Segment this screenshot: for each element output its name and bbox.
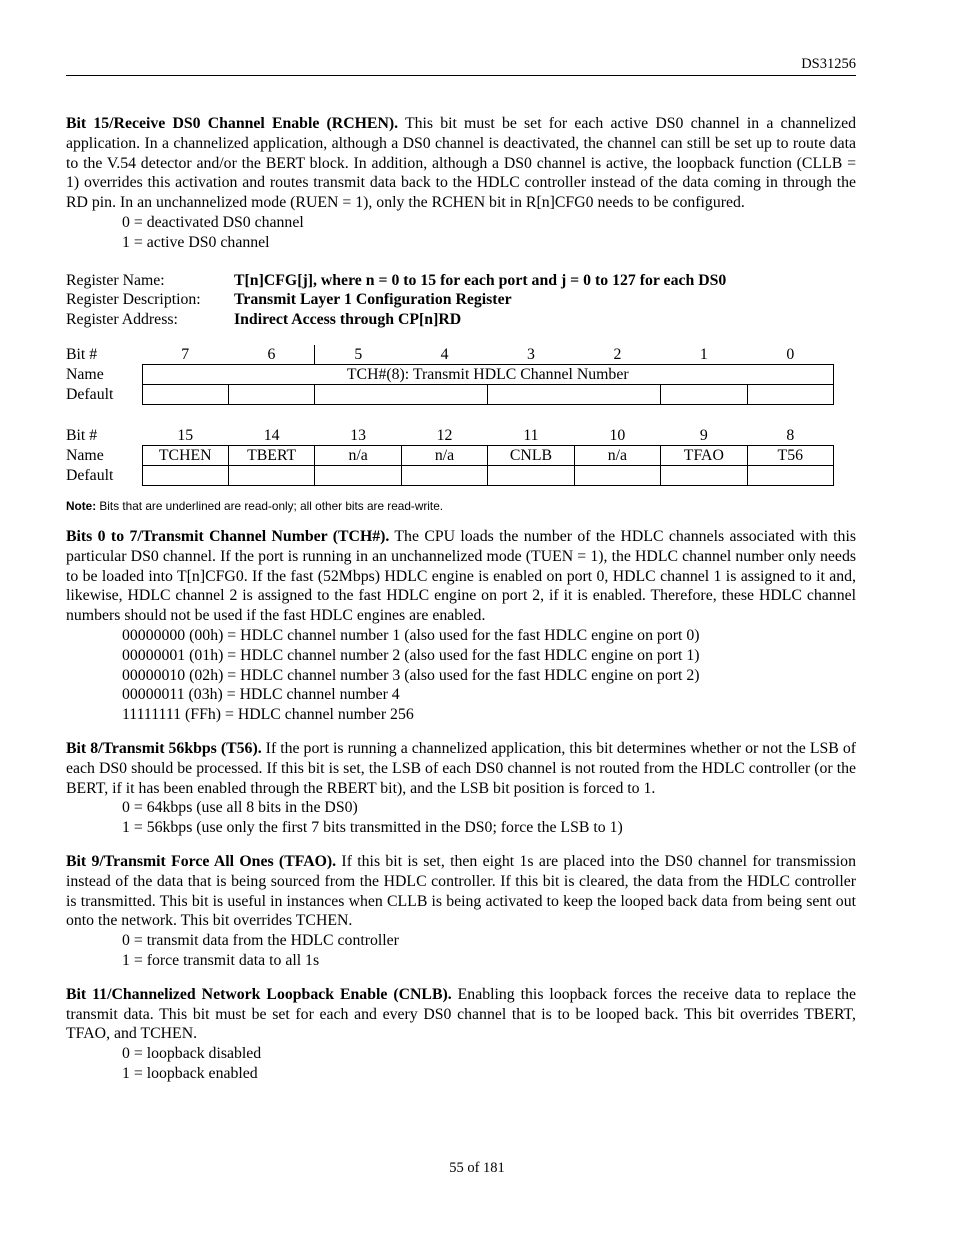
default-cell [661, 384, 747, 404]
bit-number: 1 [699, 345, 708, 363]
bit-name-na: n/a [315, 445, 401, 465]
table-note [66, 498, 856, 514]
register-desc-value: Transmit Layer 1 Configuration Register [234, 291, 512, 309]
option-line: 11111111 (FFh) = HDLC channel number 256 [122, 706, 414, 724]
default-cell [228, 384, 314, 404]
bit-number: 0 [786, 345, 795, 363]
default-cell [401, 465, 487, 485]
bit-number: 9 [699, 426, 708, 444]
bit-field-name: TCH#(8): Transmit HDLC Channel Number [142, 364, 834, 384]
option-line: 0 = transmit data from the HDLC controller [122, 932, 399, 950]
page-content [66, 114, 856, 1084]
bit-name-na: n/a [574, 445, 660, 465]
bit-label: Bit # [66, 346, 98, 364]
rchen-paragraph [66, 114, 856, 213]
default-cell [228, 465, 314, 485]
register-desc-label: Register Description: [66, 291, 201, 309]
bit-number: 13 [350, 426, 366, 444]
bit-name-tchen: TCHEN [142, 445, 228, 465]
bit-number: 14 [263, 426, 280, 444]
default-cell [142, 384, 228, 404]
bit-table-low [66, 345, 834, 405]
option-line: 0 = 64kbps (use all 8 bits in the DS0) [122, 799, 358, 817]
bit-number: 10 [609, 426, 626, 444]
t56-paragraph [66, 739, 856, 798]
option-line: 1 = force transmit data to all 1s [122, 951, 320, 969]
cnlb-body: Enabling this loopback forces the receive data to replace the transmit data. This bit must be set for each and every DS0 channel that is to be looped back. This bit overrides TBERT, TFAO, and TCHEN. [66, 985, 856, 1043]
note-label: Note: [66, 498, 97, 513]
option-line: 0 = loopback disabled [122, 1045, 262, 1063]
t56-options [122, 798, 856, 838]
register-name-value: T[n]CFG[j], where n = 0 to 15 for each port and j = 0 to 127 for each DS0 [234, 271, 727, 289]
bit-number: 11 [523, 426, 539, 444]
default-cell [488, 384, 661, 404]
default-cell [661, 465, 747, 485]
bit-name-na: n/a [401, 445, 487, 465]
tfao-body: If this bit is set, then eight 1s are placed into the DS0 channel for transmission instead of the data that is being sourced from the HDLC controller. If this bit is cleared, the data from the HDLC controller is transmitted. This bit is useful in instances when CLLB is being activated to keep the looped back data from being sent out onto the network. This bit overrides TCHEN. [66, 852, 856, 930]
default-cell [488, 465, 574, 485]
page-number: 55 of 181 [449, 1160, 505, 1176]
bit-number: 2 [613, 345, 622, 363]
t56-body: If the port is running a channelized application, this bit determines whether or not the LSB of each DS0 should be processed. If this bit is set, the LSB of each DS0 channel is not routed from the HDLC controller (or the BERT, if it has been enabled through the RBERT bit), and the LSB bit position is forced to 1. [66, 739, 856, 797]
default-cell [747, 465, 833, 485]
option-line: 0 = deactivated DS0 channel [122, 213, 304, 231]
register-addr-label: Register Address: [66, 311, 178, 329]
default-cell [142, 465, 228, 485]
bit-name-t56: T56 [747, 445, 833, 465]
tfao-paragraph [66, 852, 856, 931]
t56-title: Bit 8/Transmit 56kbps (T56). [66, 739, 262, 757]
bit-name-cnlb: CNLB [488, 445, 574, 465]
bit-name-tfao: TFAO [661, 445, 747, 465]
tch-paragraph [66, 527, 856, 626]
bit-name-tbert: TBERT [228, 445, 314, 465]
bit-number: 12 [436, 426, 453, 444]
bit-number: 5 [354, 345, 363, 363]
default-cell [315, 384, 488, 404]
note-text: Bits that are underlined are read-only; all other bits are read-write. [96, 498, 444, 513]
tfao-title: Bit 9/Transmit Force All Ones (TFAO). [66, 852, 337, 870]
option-line: 1 = loopback enabled [122, 1064, 258, 1082]
option-line: 00000001 (01h) = HDLC channel number 2 (also used for the fast HDLC engine on port 1) [122, 646, 700, 664]
rchen-title: Bit 15/Receive DS0 Channel Enable (RCHEN). [66, 115, 399, 132]
bit-number: 6 [228, 345, 314, 365]
rchen-body: This bit must be set for each active DS0 channel in a channelized application. In a channelized application, although a DS0 channel is deactivated, the channel can still be set up to route data to the V.54 detector and/or the BERT block. In addition, although a DS0 channel is active, the loopback function (CLLB = 1) overrides this activation and routes transmit data back to the HDLC controller instead of the data coming in through the RD pin. In an unchannelized mode (RUEN = 1), only the RCHEN bit in R[n]CFG0 needs to be configured. [66, 115, 856, 212]
option-line: 00000010 (02h) = HDLC channel number 3 (also used for the fast HDLC engine on port 2) [122, 666, 700, 684]
cnlb-title: Bit 11/Channelized Network Loopback Enable (CNLB). [66, 985, 452, 1003]
header-rule [66, 75, 856, 76]
register-addr-value: Indirect Access through CP[n]RD [234, 311, 462, 329]
default-label: Default [66, 385, 114, 403]
option-line: 1 = 56kbps (use only the first 7 bits transmitted in the DS0; force the LSB to 1) [122, 819, 623, 837]
bit-number: 15 [177, 426, 194, 444]
bit-table-high [66, 426, 834, 486]
default-cell [747, 384, 833, 404]
bit-number: 3 [527, 345, 535, 363]
default-cell [315, 465, 401, 485]
default-label: Default [66, 466, 114, 484]
cnlb-paragraph [66, 985, 856, 1044]
bit-number: 7 [181, 345, 190, 363]
document-id: DS31256 [801, 56, 856, 72]
option-line: 00000000 (00h) = HDLC channel number 1 (also used for the fast HDLC engine on port 0) [122, 626, 700, 644]
tch-title: Bits 0 to 7/Transmit Channel Number (TCH#). [66, 527, 390, 545]
register-info [66, 271, 856, 330]
bit-number: 4 [440, 345, 449, 363]
default-cell [574, 465, 660, 485]
register-name-label: Register Name: [66, 271, 165, 289]
cnlb-options [122, 1044, 856, 1084]
option-line: 00000011 (03h) = HDLC channel number 4 [122, 686, 400, 704]
name-label: Name [66, 446, 104, 464]
option-line: 1 = active DS0 channel [122, 233, 270, 251]
tfao-options [122, 931, 856, 971]
name-label: Name [66, 365, 104, 383]
bit-label: Bit # [66, 427, 98, 445]
rchen-options [122, 213, 856, 253]
bit-number: 8 [786, 426, 795, 444]
tch-body: The CPU loads the number of the HDLC channels associated with this particular DS0 channel. If the port is running in an unchannelized mode (TUEN = 1), the HDLC channel number only needs to be loaded into T[n]CFG0. If the fast (52Mbps) HDLC engine is enabled on port 0, HDLC channel 1 is assigned to it and, likewise, HDLC channel 2 is assigned to the fast HDLC engine on port 2, if it is enabled. Therefore, these HDLC channel numbers should not be used if the fast HDLC engines are enabled. [66, 527, 856, 625]
tch-options [122, 626, 856, 725]
